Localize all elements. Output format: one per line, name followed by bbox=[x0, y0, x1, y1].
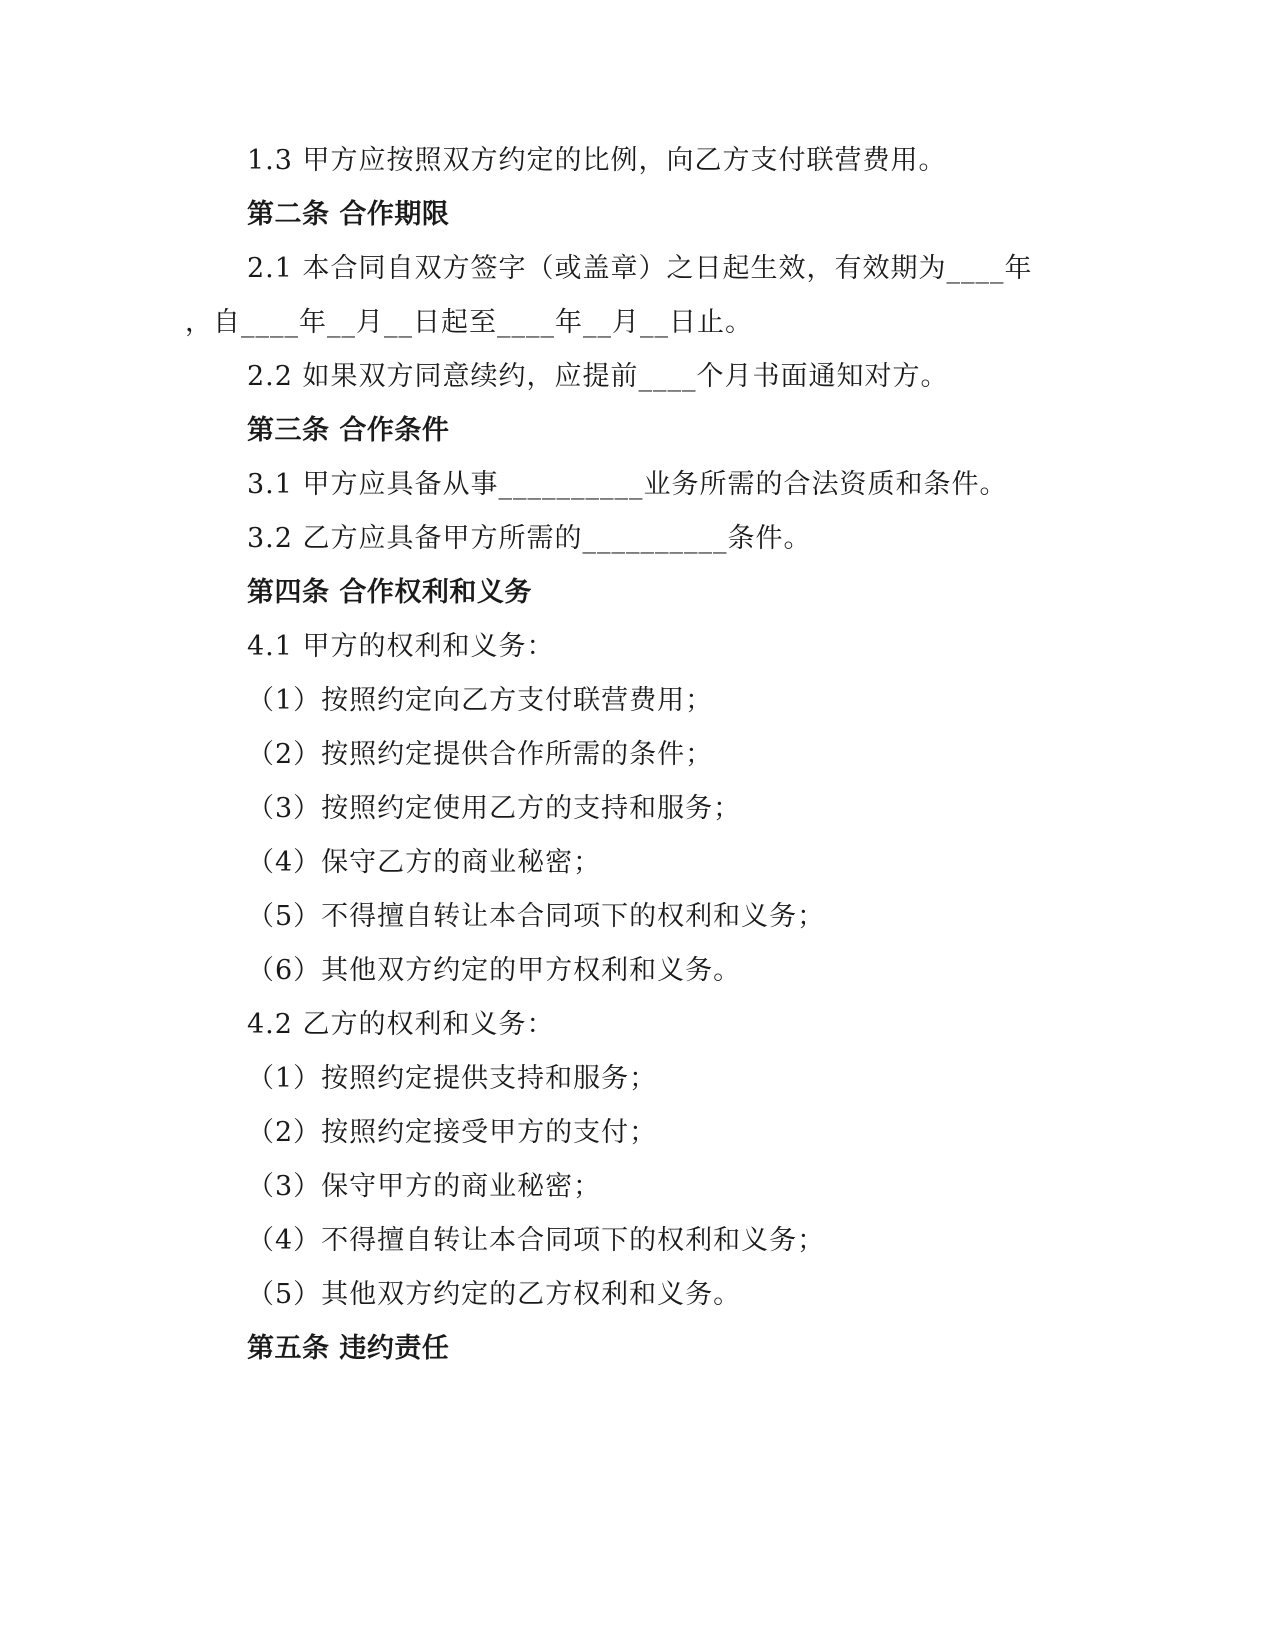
clause-3-1: 3.1 甲方应具备从事__________业务所需的合法资质和条件。 bbox=[247, 469, 1008, 500]
clause-1-3: 1.3 甲方应按照双方约定的比例，向乙方支付联营费用。 bbox=[247, 145, 947, 176]
clause-4-2-item-5: （5）其他双方约定的乙方权利和义务。 bbox=[247, 1279, 742, 1310]
clause-4-1-item-6: （6）其他双方约定的甲方权利和义务。 bbox=[247, 955, 742, 986]
clause-4-2-item-2: （2）按照约定接受甲方的支付； bbox=[247, 1117, 658, 1148]
clause-4-1-item-4: （4）保守乙方的商业秘密； bbox=[247, 847, 602, 878]
clause-2-1-continuation: ，自____年__月__日起至____年__月__日止。 bbox=[185, 307, 753, 338]
clause-4-2-item-1: （1）按照约定提供支持和服务； bbox=[247, 1063, 658, 1094]
clause-2-2: 2.2 如果双方同意续约，应提前____个月书面通知对方。 bbox=[247, 361, 949, 392]
article-5-heading: 第五条 违约责任 bbox=[247, 1333, 450, 1364]
article-4-heading: 第四条 合作权利和义务 bbox=[247, 577, 532, 608]
clause-2-1: 2.1 本合同自双方签字（或盖章）之日起生效，有效期为____年 bbox=[247, 253, 1033, 284]
clause-4-1-item-5: （5）不得擅自转让本合同项下的权利和义务； bbox=[247, 901, 826, 932]
clause-4-1-item-2: （2）按照约定提供合作所需的条件； bbox=[247, 739, 714, 770]
article-3-heading: 第三条 合作条件 bbox=[247, 415, 450, 446]
clause-4-2: 4.2 乙方的权利和义务： bbox=[247, 1009, 555, 1040]
article-2-heading: 第二条 合作期限 bbox=[247, 199, 450, 230]
clause-3-2: 3.2 乙方应具备甲方所需的__________条件。 bbox=[247, 523, 812, 554]
clause-4-2-item-3: （3）保守甲方的商业秘密； bbox=[247, 1171, 602, 1202]
clause-4-2-item-4: （4）不得擅自转让本合同项下的权利和义务； bbox=[247, 1225, 826, 1256]
clause-4-1-item-1: （1）按照约定向乙方支付联营费用； bbox=[247, 685, 714, 716]
clause-4-1: 4.1 甲方的权利和义务： bbox=[247, 631, 555, 662]
clause-4-1-item-3: （3）按照约定使用乙方的支持和服务； bbox=[247, 793, 742, 824]
